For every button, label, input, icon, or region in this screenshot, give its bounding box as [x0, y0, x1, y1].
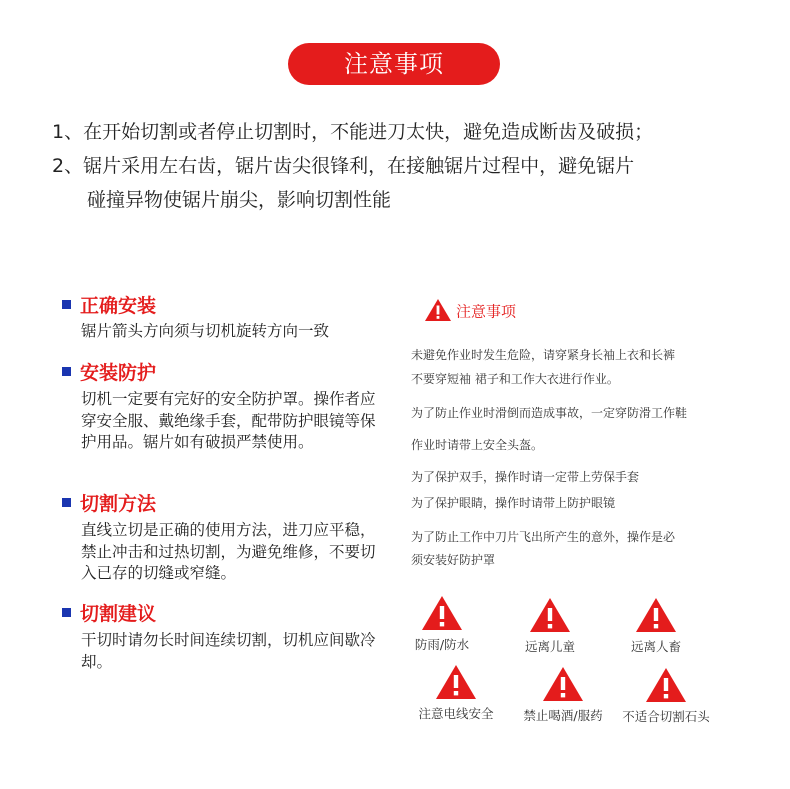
section-title-text: 切割方法	[80, 493, 157, 515]
icon-electric-wire-safety	[406, 664, 506, 722]
section-title-text: 切割建议	[80, 603, 157, 625]
icon-label: 禁止喝酒/服药	[523, 708, 603, 723]
square-bullet-icon	[62, 367, 71, 376]
section-body-install: 锯片箭头方向须与切机旋转方向一致	[81, 322, 330, 340]
icon-not-for-stone	[616, 667, 716, 725]
warnings-title-text: 注意事项	[456, 302, 517, 321]
warning-line: 作业时请带上安全头盔。	[411, 438, 544, 452]
icon-label: 远离儿童	[524, 639, 575, 654]
warning-line: 不要穿短袖 裙子和工作大衣进行作业。	[411, 372, 619, 386]
section-title-text: 正确安装	[80, 295, 157, 317]
section-title-install	[62, 291, 156, 318]
warning-triangle-icon	[635, 597, 677, 633]
page-title: 注意事项	[288, 43, 500, 85]
note-line-1: 1、在开始切割或者停止切割时，不能进刀太快，避免造成断齿及破损；	[52, 121, 654, 143]
warnings-title	[424, 300, 516, 324]
section-title-text: 安装防护	[80, 362, 157, 384]
icon-label: 不适合切割石头	[622, 709, 710, 724]
section-body-protection: 切机一定要有完好的安全防护罩。操作者应穿安全服、戴绝缘手套，配带防护眼镜等保护用品。锯片如有破损严禁使用。	[81, 390, 376, 451]
warning-triangle-icon	[645, 667, 687, 703]
warning-triangle-icon	[529, 597, 571, 633]
section-title-cutting-advice	[62, 599, 156, 626]
warning-line: 须安装好防护罩	[411, 553, 496, 567]
section-title-protection	[62, 358, 156, 385]
warning-triangle-icon	[421, 595, 463, 631]
warning-triangle-icon	[542, 666, 584, 702]
icon-keep-from-children	[500, 597, 600, 655]
section-body-cutting-advice: 干切时请勿长时间连续切割，切机应间歇冷却。	[81, 631, 376, 671]
square-bullet-icon	[62, 608, 71, 617]
icon-rain-water	[392, 595, 492, 653]
square-bullet-icon	[62, 300, 71, 309]
warning-line: 未避免作业时发生危险，请穿紧身长袖上衣和长裤	[411, 348, 676, 362]
warning-line: 为了保护双手，操作时请一定带上劳保手套	[411, 470, 640, 484]
note-line-2-continued: 碰撞异物使锯片崩尖，影响切割性能	[87, 189, 392, 211]
icon-label: 注意电线安全	[418, 706, 494, 721]
warning-line: 为了防止作业时滑倒而造成事故，一定穿防滑工作鞋	[411, 406, 688, 420]
warning-triangle-icon	[424, 298, 452, 322]
icon-label: 远离人畜	[630, 639, 681, 654]
warning-line: 为了防止工作中刀片飞出所产生的意外，操作是必	[411, 530, 676, 544]
icon-no-alcohol-medicine	[513, 666, 613, 724]
section-title-cutting-method	[62, 489, 156, 516]
icon-label: 防雨/防水	[414, 637, 470, 652]
section-body-cutting-method: 直线立切是正确的使用方法，进刀应平稳，禁止冲击和过热切割，为避免维修，不要切入已存的切缝或窄缝。	[81, 521, 376, 582]
warning-line: 为了保护眼睛，操作时请带上防护眼镜	[411, 496, 616, 510]
note-line-2: 2、锯片采用左右齿，锯片齿尖很锋利，在接触锯片过程中，避免锯片	[52, 155, 635, 177]
warning-triangle-icon	[435, 664, 477, 700]
square-bullet-icon	[62, 498, 71, 507]
icon-keep-from-people-animals	[606, 597, 706, 655]
